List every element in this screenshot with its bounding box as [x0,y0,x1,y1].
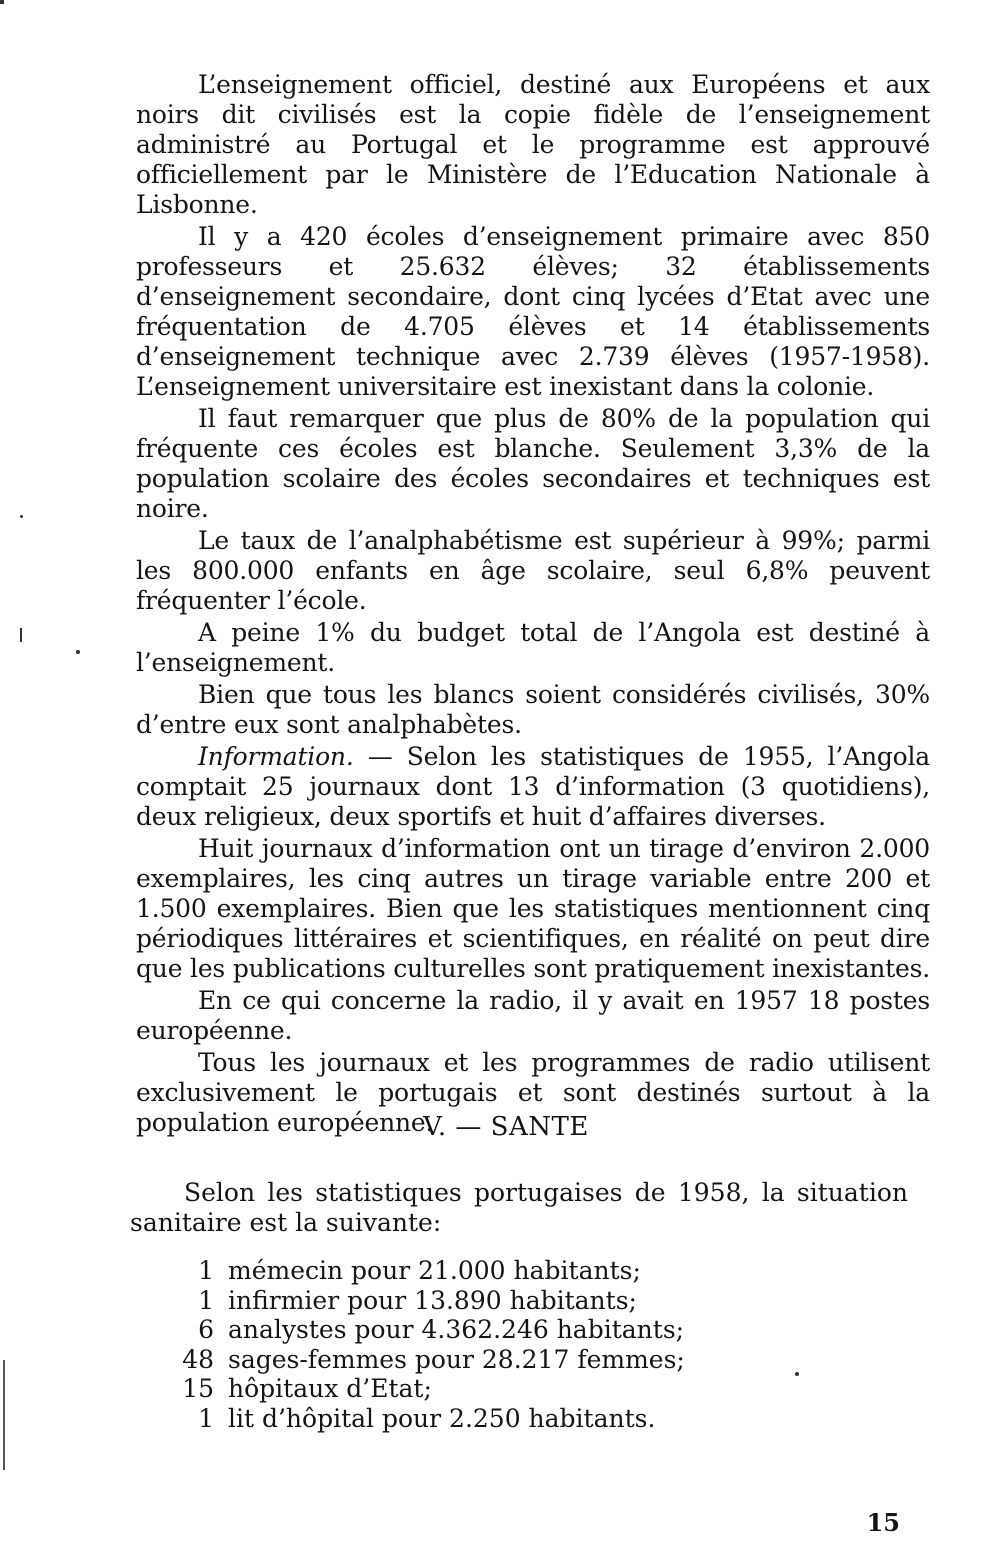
paragraph-illiterate-whites: Bien que tous les blancs soient considérés civilisés, 30% d’entre eux sont analphabètes. [136,680,930,739]
information-lead: — Selon les statistiques de 1955, l’Angola comptait 25 journaux dont 13 d’information (3 quotidiens), deux religieux, deux sportifs et huit d’affaires diverses. [136,742,930,831]
item-count: 1 [198,1256,214,1285]
scan-margin-tick [20,628,22,642]
scan-margin-line [3,1360,5,1470]
list-item [178,1315,698,1345]
scan-margin-dot [795,1372,799,1376]
list-item [178,1286,698,1316]
list-item [178,1256,698,1286]
item-count: 1 [198,1285,214,1315]
paragraph-radio-stations: En ce qui concerne la radio, il y avait en 1957 18 postes européenne. [136,986,930,1045]
list-item [178,1404,698,1434]
paragraph-portuguese-language: Tous les journaux et les programmes de radio utilisent exclusivement le portugais et sont destinés surtout à la population européenne. [136,1048,930,1137]
item-text: lit d’hôpital pour 2.250 habitants. [228,1403,656,1433]
paragraph-illiteracy-rate: Le taux de l’analphabétisme est supérieur à 99%; parmi les 800.000 enfants en âge scolaire, seul 6,8% peuvent fréquenter l’école. [136,526,930,615]
scan-margin-dot [20,515,23,518]
health-statistics-list [178,1256,698,1433]
paragraph-newspaper-circulation: Huit journaux d’information ont un tirage d’environ 2.000 exemplaires, les cinq autres un tirage variable entre 200 et 1.500 exemplaires. Bien que les statistiques mentionnent cinq périodiques littéraires et scientifiques, en réalité on peut dire que les publications culturelles sont pratiquement inexistantes. [136,834,930,983]
health-intro-paragraph: Selon les statistiques portugaises de 1958, la situation sanitaire est la suivante: [130,1178,908,1237]
item-count: 48 [182,1344,214,1374]
list-item [178,1374,698,1404]
item-count: 15 [182,1374,214,1403]
section-title-health: V. — SANTE [423,1112,589,1142]
paragraph-white-population: Il faut remarquer que plus de 80% de la population qui fréquente ces écoles est blanche. Seulement 3,3% de la population scolaire des écoles secondaires et techniques est noire. [136,404,930,523]
list-item [178,1345,698,1375]
scan-corner-mark [0,0,4,4]
paragraph-official-education: L’enseignement officiel, destiné aux Européens et aux noirs dit civilisés est la copie fidèle de l’enseignement administré au Portugal et le programme est approuvé officiellement par le Ministère de l’Education Nationale à Lisbonne. [136,70,930,219]
paragraph-school-counts: Il y a 420 écoles d’enseignement primaire avec 850 professeurs et 25.632 élèves; 32 établissements d’enseignement secondaire, dont cinq lycées d’Etat avec une fréquentation de 4.705 élèves et 14 établissements d’enseignement technique avec 2.739 élèves (1957-1958). L’enseignement universitaire est inexistant dans la colonie. [136,222,930,401]
item-text: analystes pour 4.362.246 habitants; [228,1315,685,1344]
item-count: 1 [198,1403,214,1433]
scan-margin-dot [76,650,80,654]
main-text-block [136,70,930,1140]
information-heading: Information. [198,742,354,771]
page-number: 15 [866,1508,900,1537]
item-text: sages-femmes pour 28.217 femmes; [228,1344,685,1374]
item-count: 6 [198,1315,214,1344]
paragraph-information-intro [136,742,930,832]
item-text: hôpitaux d’Etat; [228,1374,432,1403]
item-text: infirmier pour 13.890 habitants; [228,1285,637,1315]
item-text: mémecin pour 21.000 habitants; [228,1256,641,1285]
paragraph-education-budget: A peine 1% du budget total de l’Angola est destiné à l’enseignement. [136,618,930,677]
